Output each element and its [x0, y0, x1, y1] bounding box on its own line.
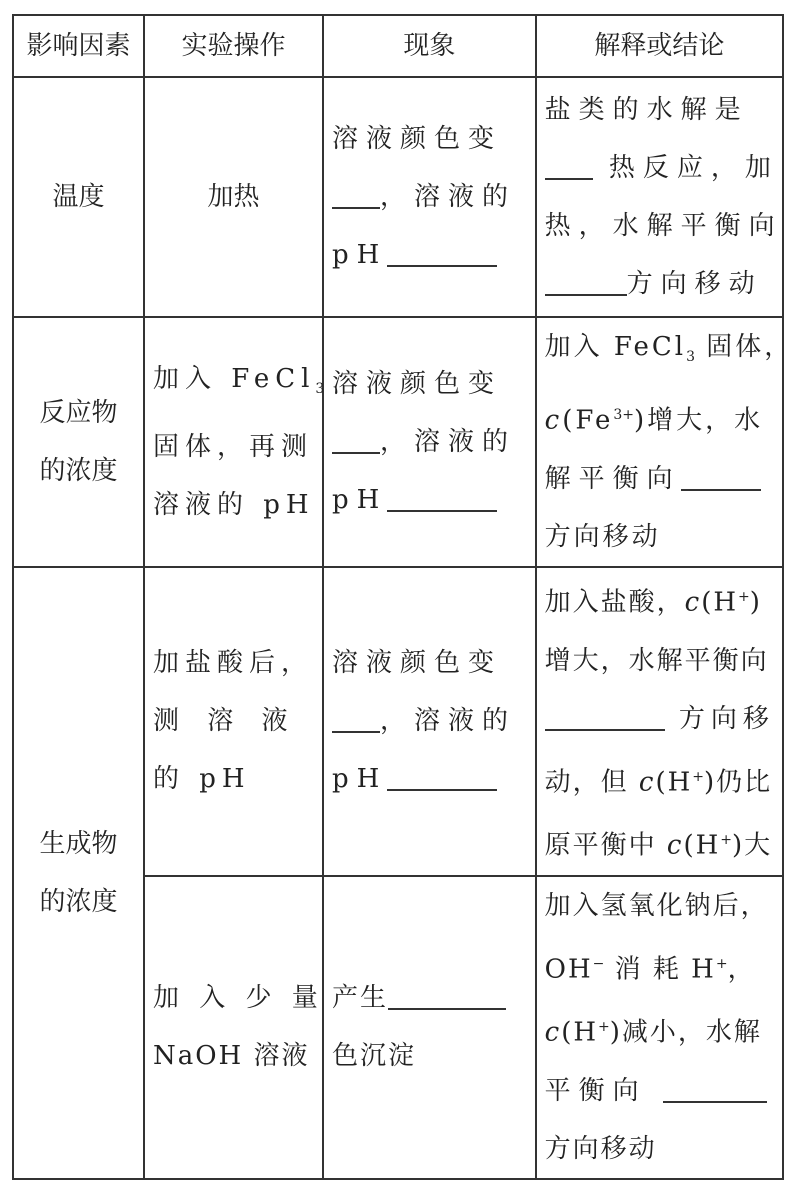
factor-cell: [13, 567, 144, 1179]
operation-label: 加热: [207, 182, 260, 212]
header-factor: 影响因素: [13, 15, 144, 77]
conclusion-line: 热反应，加: [545, 139, 774, 197]
answer-blank: [681, 463, 761, 491]
operation-line: 固体，再测: [152, 432, 313, 463]
phenomenon-line: ，溶液的: [332, 692, 527, 750]
answer-blank: [332, 181, 380, 209]
factor-label: 的浓度: [39, 455, 118, 486]
conclusion-cell: [536, 567, 783, 876]
operation-line: NaOH 溶液: [152, 1041, 310, 1072]
phenomenon-line: 色沉淀: [332, 1041, 417, 1072]
phenomenon-line: pH: [332, 750, 527, 808]
header-conclusion: 解释或结论: [536, 15, 783, 77]
operation-cell: [144, 876, 323, 1179]
header-phenomenon: 现象: [323, 15, 536, 77]
header-operation: 实验操作: [144, 15, 323, 77]
table-row: [13, 567, 783, 876]
conclusion-line: 盐类的水解是: [544, 95, 749, 125]
phenomenon-line: ，溶液的: [332, 168, 527, 226]
conclusion-line: 方向移动: [544, 521, 661, 552]
conclusion-line: 方向移: [545, 690, 774, 748]
operation-cell: [144, 567, 323, 876]
answer-blank: [545, 268, 627, 296]
conclusion-cell: [536, 317, 794, 567]
factor-cell: [13, 77, 144, 317]
operation-line: 测 溶 液: [152, 706, 298, 737]
phenomenon-line: pH: [332, 226, 527, 284]
phenomenon-line: 溶液颜色变: [332, 648, 503, 679]
table-row: [13, 317, 783, 567]
factor-label: 生成物: [39, 828, 118, 859]
operation-line: 溶液的 pH: [152, 490, 315, 521]
conclusion-line: 平衡向: [545, 1062, 774, 1120]
answer-blank: [663, 1075, 767, 1103]
conclusion-line: 加入氢氧化钠后，: [544, 890, 769, 921]
operation-cell: [144, 317, 323, 567]
phenomenon-cell: [323, 317, 536, 567]
conclusion-cell: [536, 77, 783, 317]
phenomenon-cell: [323, 567, 536, 876]
conclusion-line: OH− 消 耗 H+，: [544, 954, 756, 985]
phenomenon-line: 产生: [332, 969, 527, 1027]
operation-line: 加入 FeCl$_3$: [152, 363, 325, 398]
operation-cell: [144, 77, 323, 317]
answer-blank: [545, 152, 593, 180]
conclusion-line: 方向移动: [544, 1134, 657, 1165]
phenomenon-line: 溶液颜色变: [332, 368, 503, 399]
conclusion-line: 加入 FeCl$_3$ 固体，: [544, 332, 794, 366]
phenomenon-line: 溶液颜色变: [332, 124, 503, 154]
phenomenon-cell: [323, 876, 536, 1179]
conclusion-line: 解平衡向: [545, 450, 774, 508]
conclusion-line: c(H+)减小，水解: [544, 1018, 762, 1049]
factor-cell: [13, 317, 144, 567]
table-row: [13, 77, 783, 317]
operation-line: 加 入 少 量: [152, 983, 324, 1014]
factor-label: 的浓度: [39, 886, 118, 917]
conclusion-line: 加入盐酸，c(H+): [544, 587, 762, 618]
answer-blank: [332, 705, 380, 733]
phenomenon-line: pH: [332, 471, 527, 529]
conclusion-line: 原平衡中 c(H+)大: [544, 830, 773, 861]
header-row: [13, 15, 783, 77]
conclusion-line: $c(Fe^{3+})$增大，水: [544, 405, 764, 436]
phenomenon-cell: [323, 77, 536, 317]
answer-blank: [387, 763, 497, 791]
answer-blank: [387, 239, 497, 267]
factor-label: 反应物: [39, 397, 118, 428]
operation-line: 加盐酸后，: [152, 648, 313, 679]
conclusion-line: 动，但 c(H+)仍比: [544, 767, 773, 798]
hydrolysis-factors-table: [12, 14, 794, 1180]
conclusion-cell: [536, 876, 783, 1179]
answer-blank: [545, 703, 665, 731]
operation-line: 的 pH: [152, 764, 251, 795]
conclusion-line: 方向移动: [545, 255, 774, 313]
conclusion-line: 增大，水解平衡向: [544, 645, 769, 676]
answer-blank: [332, 426, 380, 454]
factor-label: 温度: [52, 182, 105, 212]
phenomenon-line: ，溶液的: [332, 413, 527, 471]
answer-blank: [387, 484, 497, 512]
answer-blank: [388, 982, 506, 1010]
conclusion-line: 热，水解平衡向: [544, 211, 783, 241]
